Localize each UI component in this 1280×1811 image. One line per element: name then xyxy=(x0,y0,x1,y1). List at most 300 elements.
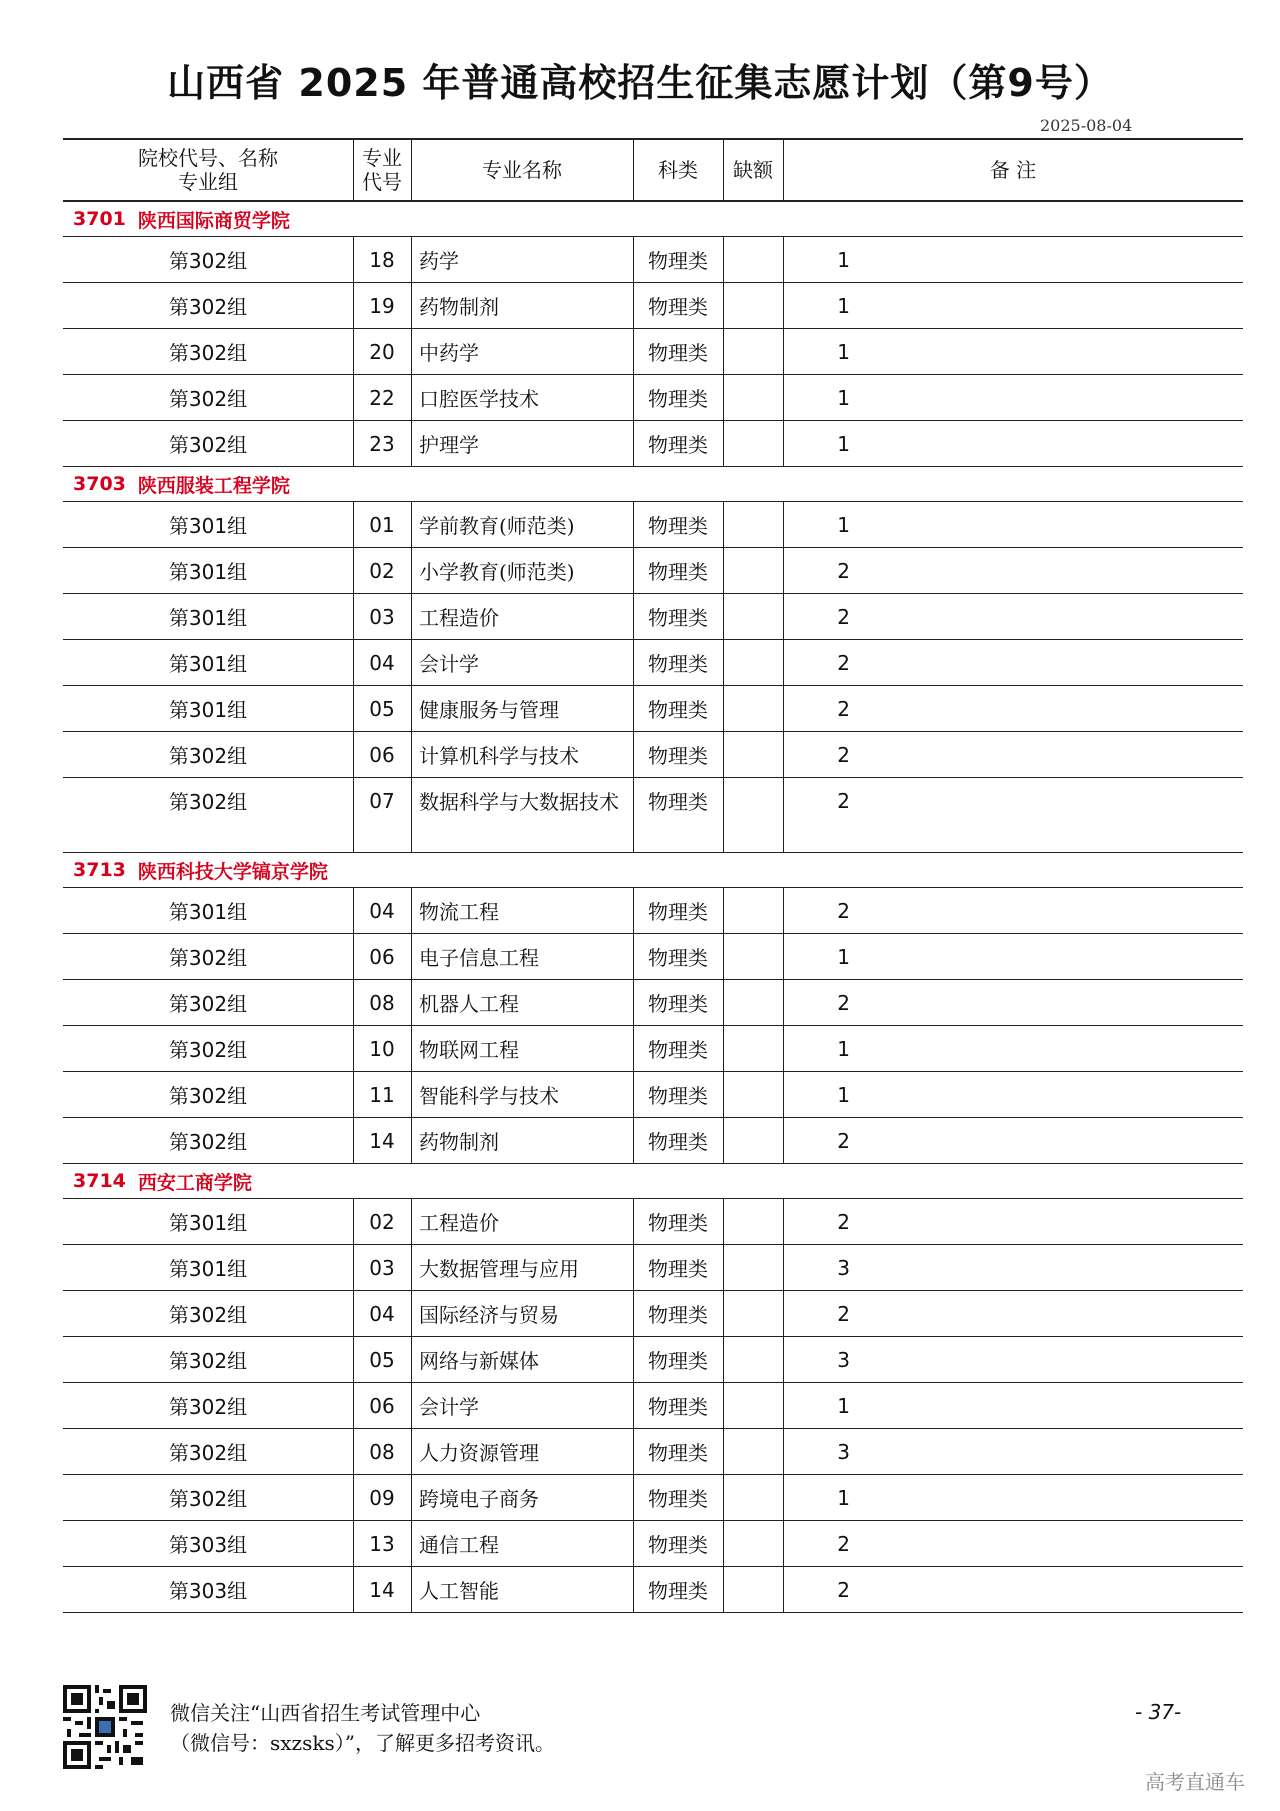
table-row xyxy=(63,1072,1243,1118)
quota: 1 xyxy=(837,512,850,537)
remark xyxy=(856,375,1241,420)
table-row xyxy=(63,640,1243,686)
major-code: 03 xyxy=(369,1255,395,1280)
table-row xyxy=(63,1337,1243,1383)
major-code: 05 xyxy=(369,1347,395,1372)
major-name: 计算机科学与技术 xyxy=(419,744,579,768)
section-title xyxy=(63,202,1243,237)
quota: 2 xyxy=(837,650,850,675)
major-code: 06 xyxy=(369,1393,395,1418)
divider xyxy=(723,329,724,374)
remark xyxy=(856,421,1241,466)
divider xyxy=(723,934,724,979)
divider xyxy=(633,1199,634,1244)
divider xyxy=(633,1245,634,1290)
major-name: 药物制剂 xyxy=(419,295,499,319)
divider xyxy=(411,421,412,466)
divider xyxy=(783,1118,784,1163)
quota: 2 xyxy=(837,788,850,813)
page-title: 山西省 2025 年普通高校招生征集志愿计划（第9号） xyxy=(167,61,1113,105)
divider xyxy=(633,140,634,200)
category: 物理类 xyxy=(648,1257,708,1281)
divider xyxy=(411,1026,412,1071)
major-code: 06 xyxy=(369,742,395,767)
table-row xyxy=(63,888,1243,934)
divider xyxy=(723,1291,724,1336)
remark xyxy=(856,1245,1241,1290)
major-name: 会计学 xyxy=(419,1395,479,1419)
divider xyxy=(411,1337,412,1382)
major-group: 第302组 xyxy=(168,1038,248,1062)
table-row xyxy=(63,502,1243,548)
category: 物理类 xyxy=(648,1533,708,1557)
table-body xyxy=(63,202,1243,1613)
divider xyxy=(723,1072,724,1117)
header-category: 科类 xyxy=(658,158,698,182)
quota: 2 xyxy=(837,1531,850,1556)
remark xyxy=(856,778,1241,823)
divider xyxy=(353,1567,354,1612)
remark xyxy=(856,1072,1241,1117)
major-code: 13 xyxy=(369,1531,395,1556)
divider xyxy=(353,1429,354,1474)
divider xyxy=(633,1337,634,1382)
divider xyxy=(633,1383,634,1428)
divider xyxy=(633,686,634,731)
divider xyxy=(783,1429,784,1474)
divider xyxy=(783,283,784,328)
divider xyxy=(633,1429,634,1474)
table-row xyxy=(63,1199,1243,1245)
divider xyxy=(633,548,634,593)
divider xyxy=(633,283,634,328)
divider xyxy=(411,594,412,639)
major-code: 04 xyxy=(369,1301,395,1326)
divider xyxy=(411,375,412,420)
school-name: 陕西服装工程学院 xyxy=(137,474,290,497)
quota: 1 xyxy=(837,385,850,410)
divider xyxy=(411,732,412,777)
header-school-line2: 专业组 xyxy=(178,170,238,194)
major-group: 第301组 xyxy=(168,606,248,630)
header-school xyxy=(63,140,353,200)
major-code: 04 xyxy=(369,898,395,923)
table-row xyxy=(63,1291,1243,1337)
major-group: 第302组 xyxy=(168,1441,248,1465)
divider xyxy=(411,980,412,1025)
table-row xyxy=(63,686,1243,732)
page-number: - 37- xyxy=(1135,1700,1182,1724)
divider xyxy=(411,329,412,374)
major-code: 09 xyxy=(369,1485,395,1510)
table-row xyxy=(63,934,1243,980)
divider xyxy=(783,1245,784,1290)
divider xyxy=(353,375,354,420)
major-name: 智能科学与技术 xyxy=(419,1084,559,1108)
quota: 3 xyxy=(837,1439,850,1464)
header-school-line1: 院校代号、名称 xyxy=(138,146,278,170)
major-code: 02 xyxy=(369,558,395,583)
quota: 3 xyxy=(837,1347,850,1372)
major-name: 中药学 xyxy=(419,341,479,365)
major-name: 通信工程 xyxy=(419,1533,499,1557)
header-major-name: 专业名称 xyxy=(482,158,562,182)
divider xyxy=(783,640,784,685)
divider xyxy=(411,502,412,547)
divider xyxy=(783,502,784,547)
school-name: 陕西科技大学镐京学院 xyxy=(137,860,328,883)
major-name: 小学教育(师范类) xyxy=(419,560,575,584)
divider xyxy=(783,778,784,852)
divider xyxy=(723,1521,724,1566)
divider xyxy=(411,1291,412,1336)
category: 物理类 xyxy=(648,1441,708,1465)
major-name: 跨境电子商务 xyxy=(419,1487,539,1511)
major-group: 第302组 xyxy=(168,1349,248,1373)
major-group: 第303组 xyxy=(168,1533,248,1557)
remark xyxy=(856,980,1241,1025)
category: 物理类 xyxy=(648,698,708,722)
major-name: 护理学 xyxy=(419,433,479,457)
major-name: 学前教育(师范类) xyxy=(419,514,575,538)
remark xyxy=(856,1337,1241,1382)
quota: 2 xyxy=(837,1209,850,1234)
divider xyxy=(353,934,354,979)
major-name: 工程造价 xyxy=(419,606,499,630)
quota: 3 xyxy=(837,1255,850,1280)
divider xyxy=(353,1383,354,1428)
table-row xyxy=(63,778,1243,853)
divider xyxy=(411,934,412,979)
divider xyxy=(353,421,354,466)
quota: 1 xyxy=(837,1036,850,1061)
divider xyxy=(353,329,354,374)
divider xyxy=(353,548,354,593)
major-group: 第301组 xyxy=(168,1257,248,1281)
divider xyxy=(783,1199,784,1244)
remark xyxy=(856,1026,1241,1071)
quota: 1 xyxy=(837,1082,850,1107)
divider xyxy=(633,640,634,685)
major-code: 14 xyxy=(369,1577,395,1602)
divider xyxy=(723,1245,724,1290)
qr-code-icon xyxy=(63,1685,147,1769)
category: 物理类 xyxy=(648,946,708,970)
section-title xyxy=(63,1164,1243,1199)
divider xyxy=(783,548,784,593)
divider xyxy=(723,283,724,328)
divider xyxy=(723,594,724,639)
divider xyxy=(783,237,784,282)
divider xyxy=(633,1291,634,1336)
divider xyxy=(633,421,634,466)
major-name: 物联网工程 xyxy=(419,1038,519,1062)
category: 物理类 xyxy=(648,790,708,814)
remark xyxy=(856,1475,1241,1520)
divider xyxy=(353,237,354,282)
footer-line1: 微信关注“山西省招生考试管理中心 xyxy=(170,1701,481,1725)
plan-table xyxy=(63,138,1243,1613)
divider xyxy=(723,1337,724,1382)
header-code-line1: 专业 xyxy=(362,146,402,170)
divider xyxy=(411,1521,412,1566)
remark xyxy=(856,1429,1241,1474)
divider xyxy=(411,283,412,328)
table-row xyxy=(63,980,1243,1026)
major-group: 第303组 xyxy=(168,1579,248,1603)
divider xyxy=(723,1199,724,1244)
quota: 2 xyxy=(837,1301,850,1326)
major-code: 19 xyxy=(369,293,395,318)
quota: 1 xyxy=(837,293,850,318)
header-major-code xyxy=(353,140,411,200)
remark xyxy=(856,1118,1241,1163)
divider xyxy=(411,640,412,685)
major-code: 11 xyxy=(369,1082,395,1107)
major-name: 数据科学与大数据技术 xyxy=(419,790,619,814)
category: 物理类 xyxy=(648,295,708,319)
major-name: 物流工程 xyxy=(419,900,499,924)
category: 物理类 xyxy=(648,514,708,538)
major-group: 第302组 xyxy=(168,1084,248,1108)
major-name: 药学 xyxy=(419,249,459,273)
category: 物理类 xyxy=(648,1084,708,1108)
remark xyxy=(856,548,1241,593)
quota: 1 xyxy=(837,339,850,364)
quota: 1 xyxy=(837,1393,850,1418)
divider xyxy=(411,686,412,731)
quota: 2 xyxy=(837,696,850,721)
divider xyxy=(633,237,634,282)
remark xyxy=(856,640,1241,685)
divider xyxy=(783,686,784,731)
divider xyxy=(783,934,784,979)
remark xyxy=(856,1383,1241,1428)
divider xyxy=(353,888,354,933)
category: 物理类 xyxy=(648,1395,708,1419)
category: 物理类 xyxy=(648,1349,708,1373)
category: 物理类 xyxy=(648,992,708,1016)
table-row xyxy=(63,1383,1243,1429)
major-group: 第302组 xyxy=(168,341,248,365)
table-row xyxy=(63,375,1243,421)
divider xyxy=(723,686,724,731)
divider xyxy=(723,421,724,466)
major-code: 14 xyxy=(369,1128,395,1153)
school-code: 3713 xyxy=(73,859,126,881)
divider xyxy=(411,1199,412,1244)
major-group: 第302组 xyxy=(168,744,248,768)
divider xyxy=(723,140,724,200)
divider xyxy=(353,1199,354,1244)
divider xyxy=(723,1118,724,1163)
major-code: 05 xyxy=(369,696,395,721)
footer-line2: （微信号：sxzsks）”，了解更多招考资讯。 xyxy=(170,1731,555,1755)
divider xyxy=(633,1567,634,1612)
major-code: 03 xyxy=(369,604,395,629)
remark xyxy=(856,594,1241,639)
table-row xyxy=(63,237,1243,283)
major-name: 网络与新媒体 xyxy=(419,1349,539,1373)
category: 物理类 xyxy=(648,1130,708,1154)
footer-wechat-note xyxy=(170,1698,555,1758)
divider xyxy=(633,934,634,979)
major-group: 第301组 xyxy=(168,1211,248,1235)
divider xyxy=(411,1245,412,1290)
remark xyxy=(856,888,1241,933)
major-code: 23 xyxy=(369,431,395,456)
major-code: 22 xyxy=(369,385,395,410)
divider xyxy=(411,140,412,200)
major-name: 电子信息工程 xyxy=(419,946,539,970)
major-name: 会计学 xyxy=(419,652,479,676)
major-group: 第302组 xyxy=(168,387,248,411)
school-code: 3701 xyxy=(73,208,126,230)
header-quota: 缺额 xyxy=(733,158,773,182)
quota: 1 xyxy=(837,247,850,272)
divider xyxy=(411,1383,412,1428)
major-name: 人工智能 xyxy=(419,1579,499,1603)
divider xyxy=(723,1026,724,1071)
table-row xyxy=(63,548,1243,594)
divider xyxy=(411,1475,412,1520)
major-group: 第302组 xyxy=(168,295,248,319)
school-code: 3714 xyxy=(73,1170,126,1192)
major-group: 第301组 xyxy=(168,652,248,676)
divider xyxy=(353,1475,354,1520)
divider xyxy=(723,548,724,593)
major-group: 第301组 xyxy=(168,560,248,584)
category: 物理类 xyxy=(648,433,708,457)
divider xyxy=(353,1291,354,1336)
publish-date: 2025-08-04 xyxy=(1040,116,1133,135)
divider xyxy=(633,1475,634,1520)
major-name: 人力资源管理 xyxy=(419,1441,539,1465)
remark xyxy=(856,732,1241,777)
remark xyxy=(856,502,1241,547)
category: 物理类 xyxy=(648,1487,708,1511)
major-name: 国际经济与贸易 xyxy=(419,1303,559,1327)
divider xyxy=(353,1118,354,1163)
divider xyxy=(633,375,634,420)
major-code: 18 xyxy=(369,247,395,272)
major-group: 第302组 xyxy=(168,1303,248,1327)
category: 物理类 xyxy=(648,652,708,676)
divider xyxy=(723,640,724,685)
category: 物理类 xyxy=(648,1211,708,1235)
divider xyxy=(353,640,354,685)
major-group: 第302组 xyxy=(168,1130,248,1154)
category: 物理类 xyxy=(648,1038,708,1062)
section-title xyxy=(63,467,1243,502)
divider xyxy=(353,1245,354,1290)
divider xyxy=(353,980,354,1025)
section-title xyxy=(63,853,1243,888)
divider xyxy=(783,329,784,374)
divider xyxy=(723,502,724,547)
category: 物理类 xyxy=(648,606,708,630)
divider xyxy=(783,1291,784,1336)
major-code: 07 xyxy=(369,788,395,813)
divider xyxy=(353,1072,354,1117)
divider xyxy=(411,778,412,852)
divider xyxy=(633,980,634,1025)
divider xyxy=(723,778,724,852)
divider xyxy=(783,980,784,1025)
remark xyxy=(856,237,1241,282)
school-name: 西安工商学院 xyxy=(137,1171,252,1194)
divider xyxy=(723,1429,724,1474)
quota: 2 xyxy=(837,990,850,1015)
table-row xyxy=(63,1026,1243,1072)
divider xyxy=(783,594,784,639)
table-row xyxy=(63,1118,1243,1164)
divider xyxy=(353,1026,354,1071)
major-code: 06 xyxy=(369,944,395,969)
category: 物理类 xyxy=(648,387,708,411)
major-group: 第302组 xyxy=(168,1395,248,1419)
quota: 2 xyxy=(837,1577,850,1602)
divider xyxy=(723,237,724,282)
table-row xyxy=(63,329,1243,375)
divider xyxy=(723,888,724,933)
major-group: 第301组 xyxy=(168,514,248,538)
remark xyxy=(856,1567,1241,1612)
quota: 2 xyxy=(837,742,850,767)
table-row xyxy=(63,283,1243,329)
divider xyxy=(633,502,634,547)
watermark: 高考直通车 xyxy=(1145,1770,1245,1794)
table-row xyxy=(63,1245,1243,1291)
table-row xyxy=(63,594,1243,640)
divider xyxy=(633,1072,634,1117)
table-row xyxy=(63,1521,1243,1567)
category: 物理类 xyxy=(648,341,708,365)
major-code: 04 xyxy=(369,650,395,675)
quota: 2 xyxy=(837,898,850,923)
table-row xyxy=(63,732,1243,778)
divider xyxy=(633,1521,634,1566)
major-group: 第302组 xyxy=(168,249,248,273)
quota: 1 xyxy=(837,944,850,969)
major-name: 口腔医学技术 xyxy=(419,387,539,411)
divider xyxy=(411,548,412,593)
divider xyxy=(353,1521,354,1566)
divider xyxy=(783,888,784,933)
divider xyxy=(783,421,784,466)
divider xyxy=(411,1072,412,1117)
major-name: 机器人工程 xyxy=(419,992,519,1016)
category: 物理类 xyxy=(648,1579,708,1603)
major-name: 药物制剂 xyxy=(419,1130,499,1154)
quota: 1 xyxy=(837,431,850,456)
table-row xyxy=(63,421,1243,467)
divider xyxy=(783,1567,784,1612)
divider xyxy=(783,1337,784,1382)
quota: 2 xyxy=(837,558,850,583)
divider xyxy=(723,732,724,777)
major-name: 工程造价 xyxy=(419,1211,499,1235)
divider xyxy=(783,375,784,420)
category: 物理类 xyxy=(648,249,708,273)
major-name: 健康服务与管理 xyxy=(419,698,559,722)
divider xyxy=(783,1383,784,1428)
header-remarks: 备 注 xyxy=(989,158,1037,182)
divider xyxy=(783,1072,784,1117)
divider xyxy=(723,980,724,1025)
school-name: 陕西国际商贸学院 xyxy=(137,209,290,232)
major-group: 第302组 xyxy=(168,1487,248,1511)
